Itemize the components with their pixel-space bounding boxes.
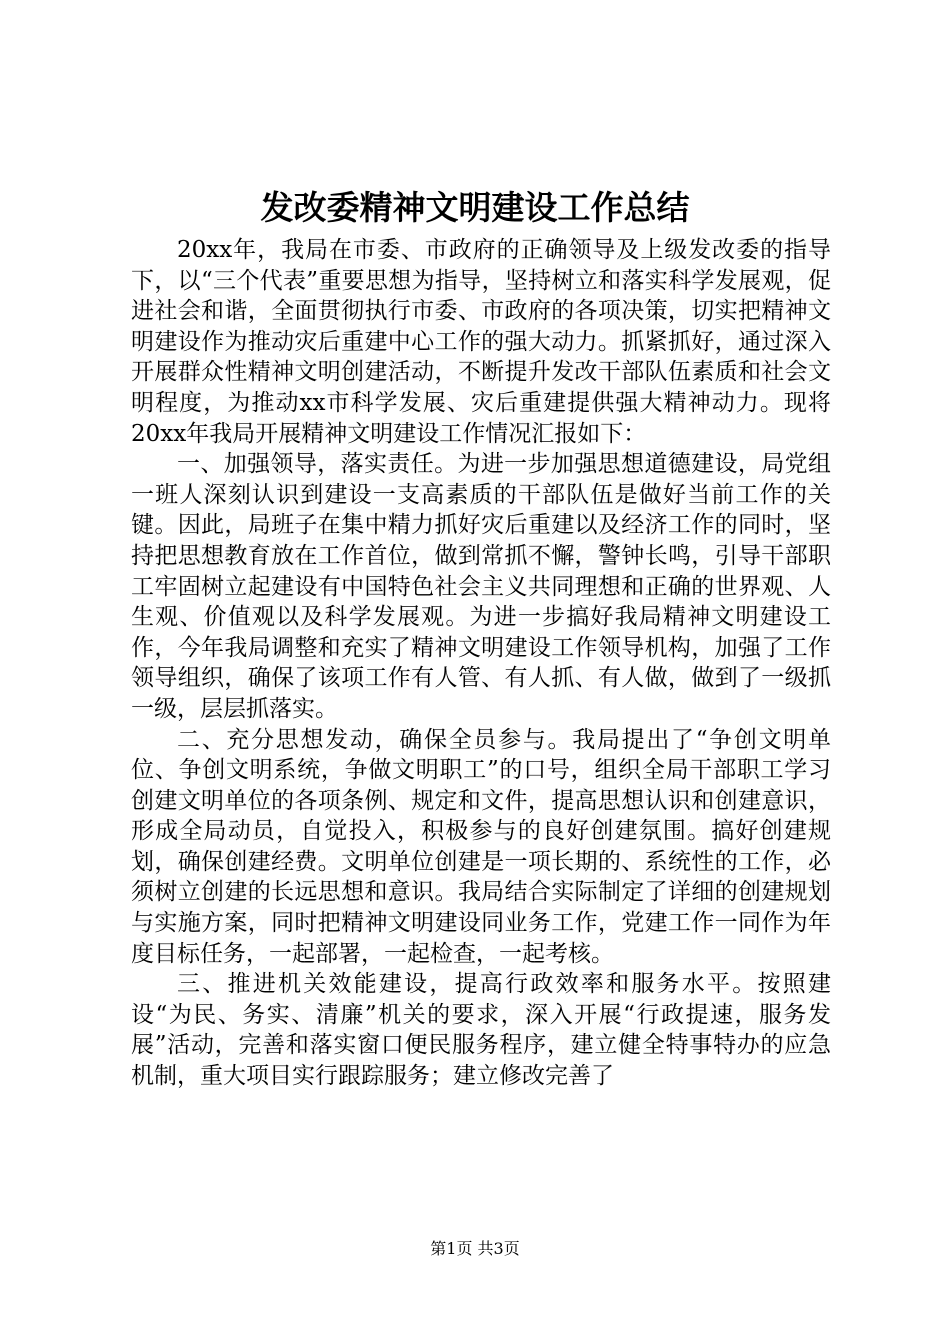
paragraph-intro: 20xx年，我局在市委、市政府的正确领导及上级发改委的指导下，以“三个代表”重要思想为指导，坚持树立和落实科学发展观，促进社会和谐，全面贯彻执行市委、市政府的各项决策，切实把精神文明建设作为推动灾后重建中心工作的强大动力。抓紧抓好，通过深入开展群众性精神文明创建活动，不断提升发改干部队伍素质和社会文明程度，为推动xx市科学发展、灾后重建提供强大精神动力。现将20xx年我局开展精神文明建设工作情况汇报如下： (131, 237, 831, 447)
document-title: 发改委精神文明建设工作总结 (260, 188, 690, 227)
paragraph-section-2: 二、充分思想发动，确保全员参与。我局提出了“争创文明单位、争创文明系统，争做文明职工”的口号，组织全局干部职工学习创建文明单位的各项条例、规定和文件，提高思想认识和创建意识，形成全局动员，自觉投入，积极参与的良好创建氛围。搞好创建规划，确保创建经费。文明单位创建是一项长期的、系统性的工作，必须树立创建的长远思想和意识。我局结合实际制定了详细的创建规划与实施方案，同时把精神文明建设同业务工作，党建工作一同作为年度目标任务，一起部署，一起检查，一起考核。 (131, 726, 831, 967)
document-body (131, 235, 831, 1092)
paragraph-section-3: 三、推进机关效能建设，提高行政效率和服务水平。按照建设“为民、务实、清廉”机关的要求，深入开展“行政提速，服务发展”活动，完善和落实窗口便民服务程序，建立健全特事特办的应急机制，重大项目实行跟踪服务；建立修改完善了 (131, 971, 831, 1090)
paragraph-section-1: 一、加强领导，落实责任。为进一步加强思想道德建设，局党组一班人深刻认识到建设一支高素质的干部队伍是做好当前工作的关键。因此，局班子在集中精力抓好灾后重建以及经济工作的同时，坚持把思想教育放在工作首位，做到常抓不懈，警钟长鸣，引导干部职工牢固树立起建设有中国特色社会主义共同理想和正确的世界观、人生观、价值观以及科学发展观。为进一步搞好我局精神文明建设工作，今年我局调整和充实了精神文明建设工作领导机构，加强了工作领导组织，确保了该项工作有人管、有人抓、有人做，做到了一级抓一级，层层抓落实。 (131, 451, 831, 722)
page-number-footer: 第1页 共3页 (430, 1239, 520, 1258)
